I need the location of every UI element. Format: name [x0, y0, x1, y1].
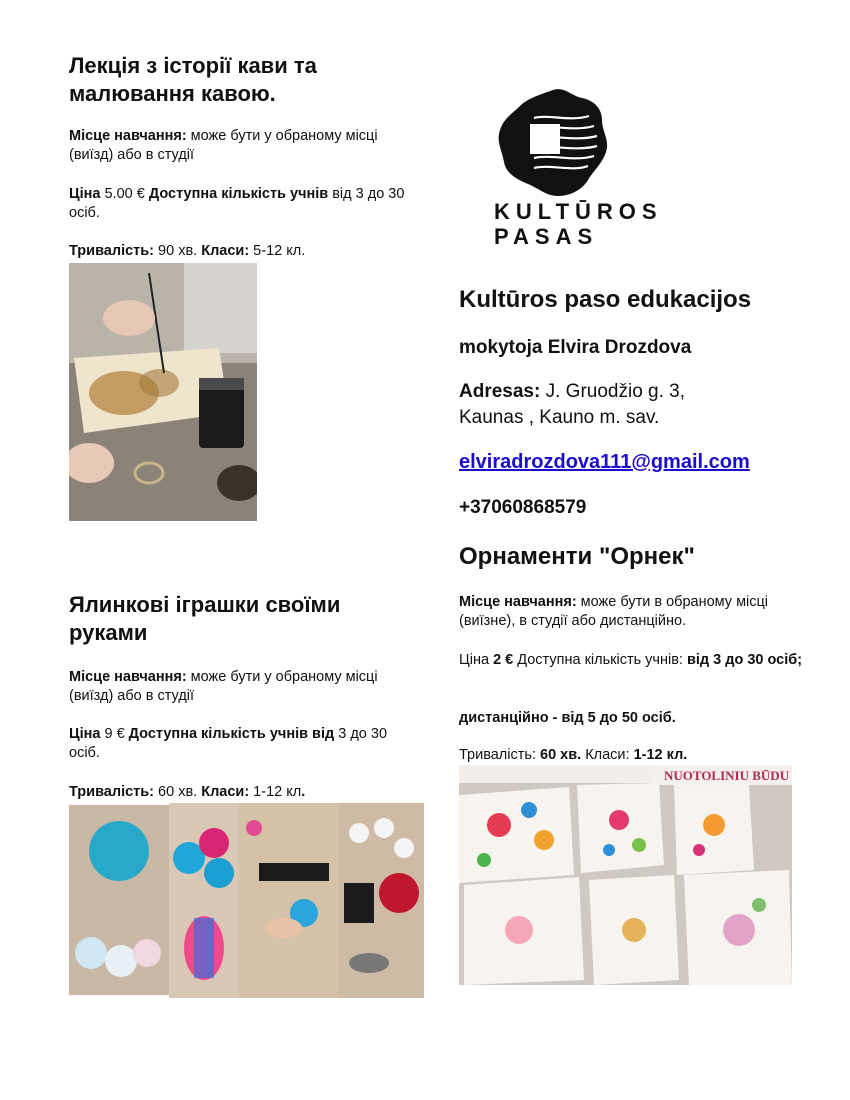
ornek-grades-value: 1-12 кл. [633, 747, 688, 763]
toys-duration [69, 783, 414, 802]
coffee-price [69, 185, 414, 223]
phone-number: +37060868579 [459, 497, 587, 518]
toys-grades-label: Класи: [201, 784, 250, 800]
ornek-title: Орнаменти "Орнек" [459, 543, 695, 570]
coffee-lecture-title: Лекція з історії кави та малювання кавою. [69, 53, 317, 106]
ornek-duration-value: 60 хв. [540, 747, 582, 763]
kulturos-pasas-logo-icon [494, 86, 612, 201]
coffee-price-label: Ціна [69, 186, 101, 202]
ornek-place [459, 593, 804, 631]
ornek-price [459, 651, 804, 670]
ornek-students-value: від 3 до 30 осіб; [686, 652, 803, 668]
toys-price [69, 725, 414, 763]
toys-grades-dot: . [301, 784, 306, 800]
address-label: Adresas: [459, 381, 541, 402]
toys-place-text: може бути у обраному місці (виїзд) або в студії [69, 669, 378, 704]
coffee-place [69, 127, 409, 165]
ornek-duration [459, 746, 804, 765]
toys-students-label: Доступна кількість учнів від [128, 726, 335, 742]
ornek-students-label: Доступна кількість учнів: [513, 652, 687, 668]
toys-place [69, 668, 409, 706]
ornek-price-label: Ціна [459, 652, 494, 668]
ornek-grades-label: Класи: [581, 747, 634, 763]
christmas-toys-collage [69, 803, 424, 1000]
ornaments-toys-title: Ялинкові іграшки своїми руками [69, 592, 341, 645]
toys-price-label: Ціна [69, 726, 101, 742]
ornek-price-value: 2 € [493, 652, 514, 668]
toys-price-value: 9 € [100, 726, 129, 742]
coffee-painting-photo [69, 263, 257, 521]
ornament-photo-caption: NUOTOLINIU BŪDU [664, 768, 790, 783]
coffee-students-label: Доступна кількість учнів [148, 186, 329, 202]
email-link[interactable]: elviradrozdova111@gmail.com [459, 451, 750, 473]
toys-grades-value: 1-12 кл [249, 784, 302, 800]
logo-text-line1: KULTŪROS [494, 199, 663, 224]
coffee-duration-label: Тривалість: [69, 243, 155, 259]
coffee-duration [69, 242, 414, 261]
toys-duration-label: Тривалість: [69, 784, 155, 800]
address [459, 379, 749, 431]
ornek-place-text: може бути в обраному місці (виїзне), в студії або дистанційно. [459, 594, 769, 629]
ornek-remote-text: дистанційно - від 5 до 50 осіб. [459, 710, 676, 726]
ornament-drawings-photo [459, 765, 792, 985]
coffee-price-value: 5.00 € [100, 186, 149, 202]
toys-place-label: Місце навчання: [69, 669, 187, 685]
coffee-place-label: Місце навчання: [69, 128, 187, 144]
coffee-grades-label: Класи: [201, 243, 250, 259]
address-value: J. Gruodžio g. 3, Kaunas , Kauno m. sav. [459, 381, 686, 428]
ornek-place-label: Місце навчання: [459, 594, 577, 610]
toys-duration-value: 60 хв. [154, 784, 202, 800]
ornek-remote [459, 709, 804, 728]
coffee-grades-value: 5-12 кл. [249, 243, 306, 259]
coffee-students-value: від 3 до 30 осіб. [69, 186, 405, 221]
coffee-duration-value: 90 хв. [154, 243, 202, 259]
ornek-duration-label: Тривалість: [459, 747, 540, 763]
logo-text-line2: PASAS [494, 224, 599, 249]
teacher-name: mokytoja Elvira Drozdova [459, 337, 692, 358]
toys-students-value: 3 до 30 осіб. [69, 726, 388, 761]
contact-heading: Kultūros paso edukacijos [459, 286, 752, 313]
coffee-place-text: може бути у обраному місці (виїзд) або в студії [69, 128, 378, 163]
